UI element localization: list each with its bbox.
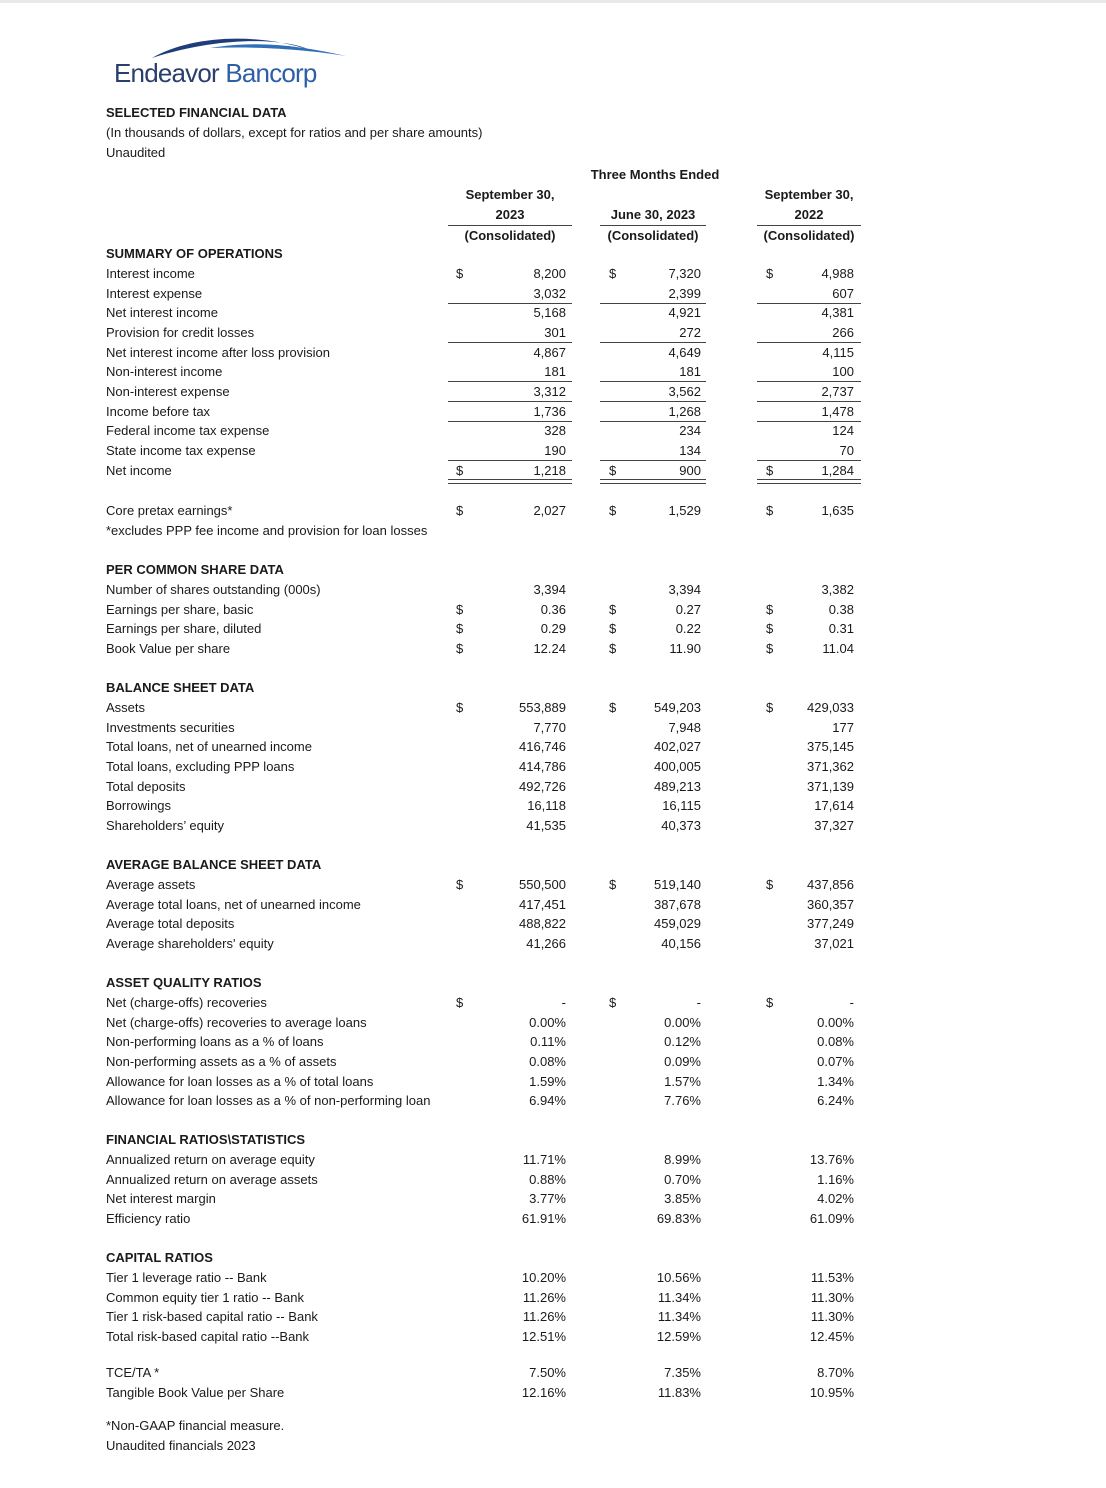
cell-value: 0.88% bbox=[529, 1171, 566, 1187]
cell-value: 181 bbox=[679, 364, 701, 380]
cell-value: 41,266 bbox=[526, 936, 566, 951]
column-group-label: Three Months Ended bbox=[590, 167, 720, 182]
table-row bbox=[0, 343, 1106, 363]
row-label: Earnings per share, basic bbox=[106, 601, 254, 617]
currency-symbol: $ bbox=[609, 700, 617, 715]
cell-value: 7.76% bbox=[664, 1093, 701, 1109]
cell-value: 1,218 bbox=[533, 462, 566, 478]
cell-value: - bbox=[561, 995, 566, 1010]
row-label: Net interest income after loss provision bbox=[106, 344, 330, 360]
cell-value: 3,394 bbox=[533, 582, 566, 597]
row-label: Annualized return on average assets bbox=[106, 1171, 318, 1187]
cell-value: 1,736 bbox=[533, 403, 566, 419]
cell-value: 0.12% bbox=[664, 1034, 701, 1050]
cell-value: 1.57% bbox=[664, 1073, 701, 1089]
cell-value: 402,027 bbox=[654, 739, 701, 755]
section-title-label: SUMMARY OF OPERATIONS bbox=[106, 246, 283, 261]
cell-value: - bbox=[696, 995, 701, 1010]
cell-value: 16,118 bbox=[527, 798, 566, 814]
cell-value: 3,382 bbox=[821, 582, 854, 597]
cell-value: 0.38 bbox=[828, 601, 854, 617]
row-label: Book Value per share bbox=[106, 641, 231, 656]
cell-value: 900 bbox=[679, 462, 701, 478]
cell-value: 607 bbox=[832, 285, 854, 301]
cell-value: 124 bbox=[832, 423, 854, 439]
currency-symbol: $ bbox=[609, 266, 617, 281]
cell-value: 3,032 bbox=[533, 285, 566, 301]
column-header-line: June 30, 2023 bbox=[600, 205, 706, 226]
cell-value: 4,649 bbox=[668, 344, 701, 360]
currency-symbol: $ bbox=[766, 995, 774, 1010]
currency-symbol: $ bbox=[456, 877, 464, 892]
total-double-rule bbox=[600, 479, 706, 484]
cell-value: 4.02% bbox=[817, 1191, 854, 1207]
cell-value: 550,500 bbox=[519, 877, 566, 892]
cell-value: 40,156 bbox=[661, 936, 701, 951]
row-label: Non-interest expense bbox=[106, 384, 230, 399]
cell-value: 0.00% bbox=[817, 1014, 854, 1030]
row-label: TCE/TA * bbox=[106, 1365, 160, 1380]
currency-symbol: $ bbox=[456, 266, 464, 281]
table-row bbox=[0, 619, 1106, 639]
table-row bbox=[0, 461, 1106, 481]
cell-value: 10.95% bbox=[809, 1384, 854, 1400]
table-row bbox=[0, 402, 1106, 422]
row-label: Tier 1 risk-based capital ratio -- Bank bbox=[106, 1309, 318, 1325]
cell-value: 0.07% bbox=[817, 1054, 854, 1069]
cell-value: 519,140 bbox=[654, 877, 701, 892]
cell-value: 3,394 bbox=[668, 582, 701, 597]
cell-value: 6.94% bbox=[529, 1093, 566, 1109]
table-row bbox=[0, 777, 1106, 797]
currency-symbol: $ bbox=[766, 503, 774, 518]
row-label: Total loans, net of unearned income bbox=[106, 739, 312, 755]
section-title bbox=[0, 1130, 1106, 1150]
cell-value: 13.76% bbox=[809, 1152, 854, 1167]
table-row bbox=[0, 264, 1106, 284]
section-title-label: CAPITAL RATIOS bbox=[106, 1250, 213, 1265]
row-label: Tangible Book Value per Share bbox=[106, 1384, 285, 1400]
cell-value: 266 bbox=[832, 325, 854, 340]
cell-value: 417,451 bbox=[519, 896, 566, 912]
currency-symbol: $ bbox=[766, 641, 774, 656]
cell-value: 40,373 bbox=[661, 818, 701, 833]
section-title-label: PER COMMON SHARE DATA bbox=[106, 562, 284, 577]
currency-symbol: $ bbox=[766, 621, 774, 637]
cell-value: 134 bbox=[679, 443, 701, 458]
table-row bbox=[0, 1032, 1106, 1052]
cell-value: 10.20% bbox=[521, 1270, 566, 1285]
cell-value: 11.30% bbox=[810, 1289, 854, 1305]
table-row bbox=[0, 934, 1106, 954]
column-header-line: (Consolidated) bbox=[607, 228, 699, 243]
table-row bbox=[0, 362, 1106, 382]
cell-value: 2,027 bbox=[533, 503, 566, 518]
currency-symbol: $ bbox=[766, 700, 774, 715]
cell-value: 3,312 bbox=[533, 384, 566, 399]
table-row bbox=[0, 1150, 1106, 1170]
logo-wordmark bbox=[114, 58, 317, 89]
cell-value: 11.04 bbox=[822, 641, 854, 656]
currency-symbol: $ bbox=[609, 503, 617, 518]
cell-value: 0.08% bbox=[817, 1034, 854, 1050]
table-row bbox=[0, 757, 1106, 777]
row-label: State income tax expense bbox=[106, 443, 256, 458]
cell-value: 6.24% bbox=[817, 1093, 854, 1109]
table-row bbox=[0, 600, 1106, 620]
row-label: Interest expense bbox=[106, 285, 203, 301]
table-row bbox=[0, 895, 1106, 915]
currency-symbol: $ bbox=[609, 462, 617, 478]
cell-value: 2,399 bbox=[668, 285, 701, 301]
table-row bbox=[0, 441, 1106, 461]
section-title bbox=[0, 1248, 1106, 1268]
table-row bbox=[0, 737, 1106, 757]
row-label: Non-interest income bbox=[106, 364, 223, 380]
currency-symbol: $ bbox=[609, 995, 617, 1010]
document-title: SELECTED FINANCIAL DATA bbox=[106, 105, 287, 120]
row-label: Assets bbox=[106, 700, 146, 715]
cell-value: 1,635 bbox=[821, 503, 854, 518]
table-row bbox=[0, 1091, 1106, 1111]
cell-value: 1,284 bbox=[821, 462, 854, 478]
table-row bbox=[0, 1327, 1106, 1347]
logo-word-bancorp: Bancorp bbox=[218, 58, 317, 88]
currency-symbol: $ bbox=[456, 462, 464, 478]
cell-value: 492,726 bbox=[519, 778, 566, 794]
cell-value: 10.56% bbox=[656, 1270, 701, 1285]
currency-symbol: $ bbox=[456, 621, 464, 637]
cell-value: 4,381 bbox=[821, 305, 854, 321]
row-label: Provision for credit losses bbox=[106, 325, 255, 340]
currency-symbol: $ bbox=[456, 503, 464, 518]
section-title-label: FINANCIAL RATIOS\STATISTICS bbox=[106, 1132, 306, 1147]
cell-value: 8.99% bbox=[664, 1152, 701, 1167]
cell-value: 0.00% bbox=[529, 1014, 566, 1030]
cell-value: 371,362 bbox=[807, 759, 854, 774]
section-title bbox=[0, 560, 1106, 580]
row-label: Allowance for loan losses as a % of non-performing loan bbox=[106, 1093, 431, 1109]
cell-value: 0.22 bbox=[675, 621, 701, 637]
column-header-line: September 30, bbox=[465, 187, 555, 202]
logo-word-endeavor: Endeavor bbox=[114, 58, 219, 88]
table-row bbox=[0, 1013, 1106, 1033]
cell-value: 61.91% bbox=[521, 1211, 566, 1226]
cell-value: 553,889 bbox=[519, 700, 566, 715]
cell-value: 16,115 bbox=[662, 798, 701, 814]
cell-value: 1.34% bbox=[817, 1073, 854, 1089]
row-label: Allowance for loan losses as a % of total loans bbox=[106, 1073, 374, 1089]
table-row bbox=[0, 1189, 1106, 1209]
cell-value: 360,357 bbox=[807, 896, 854, 912]
cell-value: 429,033 bbox=[807, 700, 854, 715]
section-title-label: ASSET QUALITY RATIOS bbox=[106, 975, 262, 990]
cell-value: 70 bbox=[839, 443, 854, 458]
table-row bbox=[0, 875, 1106, 895]
cell-value: 100 bbox=[832, 364, 854, 380]
row-label: Common equity tier 1 ratio -- Bank bbox=[106, 1289, 304, 1305]
cell-value: 0.27 bbox=[675, 601, 701, 617]
row-label: Average total deposits bbox=[106, 916, 235, 932]
table-row bbox=[0, 1307, 1106, 1327]
cell-value: 1,268 bbox=[668, 403, 701, 419]
currency-symbol: $ bbox=[456, 641, 464, 656]
column-header-line: September 30, bbox=[764, 187, 854, 202]
cell-value: 11.53% bbox=[810, 1270, 854, 1285]
cell-value: 41,535 bbox=[526, 818, 566, 833]
cell-value: 3.77% bbox=[529, 1191, 566, 1207]
row-label: Net interest income bbox=[106, 305, 218, 321]
section-title bbox=[0, 244, 1106, 264]
row-label: Annualized return on average equity bbox=[106, 1152, 315, 1167]
cell-value: 4,921 bbox=[668, 305, 701, 321]
column-header-line: 2023 bbox=[448, 205, 572, 226]
row-label: Federal income tax expense bbox=[106, 423, 270, 439]
cell-value: 7.35% bbox=[664, 1365, 701, 1380]
table-row bbox=[0, 323, 1106, 343]
currency-symbol: $ bbox=[456, 601, 464, 617]
cell-value: 11.83% bbox=[657, 1384, 701, 1400]
cell-value: 0.70% bbox=[664, 1171, 701, 1187]
cell-value: 4,867 bbox=[533, 344, 566, 360]
table-row bbox=[0, 914, 1106, 934]
row-label: Income before tax bbox=[106, 403, 211, 419]
cell-value: 11.90 bbox=[669, 641, 701, 656]
total-double-rule bbox=[448, 479, 572, 484]
cell-value: 7,770 bbox=[533, 719, 566, 735]
cell-value: 12.59% bbox=[656, 1329, 701, 1344]
row-label: Net (charge-offs) recoveries bbox=[106, 995, 267, 1010]
logo-swoosh-icon bbox=[150, 34, 350, 60]
cell-value: 0.11% bbox=[530, 1034, 566, 1050]
row-label: Shareholders’ equity bbox=[106, 818, 225, 833]
cell-value: 3,562 bbox=[668, 384, 701, 399]
row-label: Total deposits bbox=[106, 778, 186, 794]
cell-value: 1,478 bbox=[821, 403, 854, 419]
cell-value: 37,021 bbox=[814, 936, 854, 951]
cell-value: 11.34% bbox=[657, 1289, 701, 1305]
row-label: Net income bbox=[106, 462, 172, 478]
cell-value: 387,678 bbox=[654, 896, 701, 912]
table-row bbox=[0, 1052, 1106, 1072]
currency-symbol: $ bbox=[609, 621, 617, 637]
section-title bbox=[0, 855, 1106, 875]
table-row bbox=[0, 796, 1106, 816]
cell-value: 8.70% bbox=[817, 1365, 854, 1380]
table-row bbox=[0, 1072, 1106, 1092]
row-label: Earnings per share, diluted bbox=[106, 621, 262, 637]
row-label: Number of shares outstanding (000s) bbox=[106, 582, 321, 597]
cell-value: 437,856 bbox=[807, 877, 854, 892]
cell-value: 489,213 bbox=[654, 778, 701, 794]
row-label: Non-performing assets as a % of assets bbox=[106, 1054, 337, 1069]
cell-value: 371,139 bbox=[807, 778, 854, 794]
row-label: Non-performing loans as a % of loans bbox=[106, 1034, 324, 1050]
section-title bbox=[0, 973, 1106, 993]
cell-value: 11.34% bbox=[657, 1309, 701, 1325]
table-row bbox=[0, 1363, 1106, 1383]
column-header-line: (Consolidated) bbox=[464, 228, 556, 243]
column-header-jun-2023 bbox=[600, 205, 706, 246]
column-header-line: 2022 bbox=[757, 205, 861, 226]
cell-value: 11.26% bbox=[522, 1289, 566, 1305]
row-label: Total risk-based capital ratio --Bank bbox=[106, 1329, 310, 1344]
table-row bbox=[0, 580, 1106, 600]
cell-value: 69.83% bbox=[656, 1211, 701, 1226]
cell-value: 181 bbox=[544, 364, 566, 380]
cell-value: 0.09% bbox=[664, 1054, 701, 1069]
currency-symbol: $ bbox=[766, 266, 774, 281]
section-note bbox=[0, 521, 1106, 541]
cell-value: 2,737 bbox=[821, 384, 854, 399]
currency-symbol: $ bbox=[609, 641, 617, 656]
cell-value: 37,327 bbox=[814, 818, 854, 833]
cell-value: 7.50% bbox=[529, 1365, 566, 1380]
cell-value: 11.30% bbox=[810, 1309, 854, 1325]
row-label: Average assets bbox=[106, 877, 196, 892]
cell-value: 4,115 bbox=[822, 344, 854, 360]
currency-symbol: $ bbox=[609, 601, 617, 617]
cell-value: 459,029 bbox=[654, 916, 701, 932]
table-row bbox=[0, 303, 1106, 323]
total-double-rule bbox=[757, 479, 861, 484]
cell-value: 414,786 bbox=[519, 759, 566, 774]
currency-symbol: $ bbox=[609, 877, 617, 892]
cell-value: 3.85% bbox=[664, 1191, 701, 1207]
currency-symbol: $ bbox=[766, 877, 774, 892]
footnote-unaudited: Unaudited financials 2023 bbox=[106, 1438, 256, 1453]
cell-value: 8,200 bbox=[533, 266, 566, 281]
page-top-border bbox=[0, 0, 1106, 3]
cell-value: 4,988 bbox=[821, 266, 854, 281]
row-label: Interest income bbox=[106, 266, 195, 281]
cell-value: 1,529 bbox=[668, 503, 701, 518]
currency-symbol: $ bbox=[456, 995, 464, 1010]
row-label: Efficiency ratio bbox=[106, 1211, 191, 1226]
row-label: Average shareholders' equity bbox=[106, 936, 274, 951]
cell-value: 61.09% bbox=[809, 1211, 854, 1226]
table-row bbox=[0, 284, 1106, 304]
row-label: Net (charge-offs) recoveries to average loans bbox=[106, 1014, 367, 1030]
cell-value: 12.16% bbox=[521, 1384, 566, 1400]
footnote-non-gaap: *Non-GAAP financial measure. bbox=[106, 1418, 285, 1433]
table-row bbox=[0, 421, 1106, 441]
cell-value: 12.24 bbox=[533, 641, 566, 656]
cell-value: 7,948 bbox=[668, 719, 701, 735]
cell-value: 375,145 bbox=[807, 739, 854, 755]
cell-value: 0.31 bbox=[828, 621, 854, 637]
table-row bbox=[0, 382, 1106, 402]
cell-value: 1.59% bbox=[529, 1073, 566, 1089]
column-header-sep-2022 bbox=[757, 185, 861, 246]
column-header-line: (Consolidated) bbox=[763, 228, 855, 243]
section-note-text: *excludes PPP fee income and provision for loan losses bbox=[106, 523, 428, 538]
row-label: Investments securities bbox=[106, 719, 235, 735]
cell-value: 190 bbox=[544, 443, 566, 458]
table-row bbox=[0, 1268, 1106, 1288]
table-row bbox=[0, 501, 1106, 521]
cell-value: 11.71% bbox=[522, 1152, 566, 1167]
cell-value: 12.45% bbox=[809, 1329, 854, 1344]
cell-value: 234 bbox=[679, 423, 701, 439]
cell-value: 17,614 bbox=[814, 798, 854, 814]
company-logo bbox=[114, 34, 354, 92]
row-label: Tier 1 leverage ratio -- Bank bbox=[106, 1270, 267, 1285]
row-label: Total loans, excluding PPP loans bbox=[106, 759, 295, 774]
cell-value: 272 bbox=[679, 325, 701, 340]
cell-value: 177 bbox=[832, 719, 854, 735]
table-row bbox=[0, 1383, 1106, 1403]
table-row bbox=[0, 698, 1106, 718]
table-row bbox=[0, 718, 1106, 738]
cell-value: 488,822 bbox=[519, 916, 566, 932]
section-title bbox=[0, 678, 1106, 698]
currency-symbol: $ bbox=[766, 462, 774, 478]
row-label: Borrowings bbox=[106, 798, 172, 814]
table-row bbox=[0, 1170, 1106, 1190]
table-row bbox=[0, 816, 1106, 836]
row-label: Core pretax earnings* bbox=[106, 503, 233, 518]
table-row bbox=[0, 993, 1106, 1013]
cell-value: - bbox=[849, 995, 854, 1010]
section-title-label: BALANCE SHEET DATA bbox=[106, 680, 255, 695]
cell-value: 377,249 bbox=[807, 916, 854, 932]
row-label: Net interest margin bbox=[106, 1191, 216, 1207]
cell-value: 11.26% bbox=[522, 1309, 566, 1325]
cell-value: 0.36 bbox=[540, 601, 566, 617]
row-label: Average total loans, net of unearned income bbox=[106, 896, 361, 912]
cell-value: 416,746 bbox=[519, 739, 566, 755]
cell-value: 0.08% bbox=[529, 1054, 566, 1069]
cell-value: 1.16% bbox=[817, 1171, 854, 1187]
cell-value: 0.29 bbox=[540, 621, 566, 637]
table-row bbox=[0, 1288, 1106, 1308]
document-subtitle: (In thousands of dollars, except for ratios and per share amounts) bbox=[106, 125, 483, 140]
column-header-sep-2023 bbox=[448, 185, 572, 246]
cell-value: 7,320 bbox=[668, 266, 701, 281]
cell-value: 0.00% bbox=[664, 1014, 701, 1030]
section-title-label: AVERAGE BALANCE SHEET DATA bbox=[106, 857, 322, 872]
cell-value: 549,203 bbox=[654, 700, 701, 715]
cell-value: 400,005 bbox=[654, 759, 701, 774]
document-status: Unaudited bbox=[106, 145, 166, 160]
cell-value: 328 bbox=[544, 423, 566, 439]
cell-value: 5,168 bbox=[533, 305, 566, 321]
currency-symbol: $ bbox=[456, 700, 464, 715]
table-row bbox=[0, 639, 1106, 659]
table-row bbox=[0, 1209, 1106, 1229]
currency-symbol: $ bbox=[766, 601, 774, 617]
cell-value: 301 bbox=[544, 325, 566, 340]
cell-value: 12.51% bbox=[521, 1329, 566, 1344]
